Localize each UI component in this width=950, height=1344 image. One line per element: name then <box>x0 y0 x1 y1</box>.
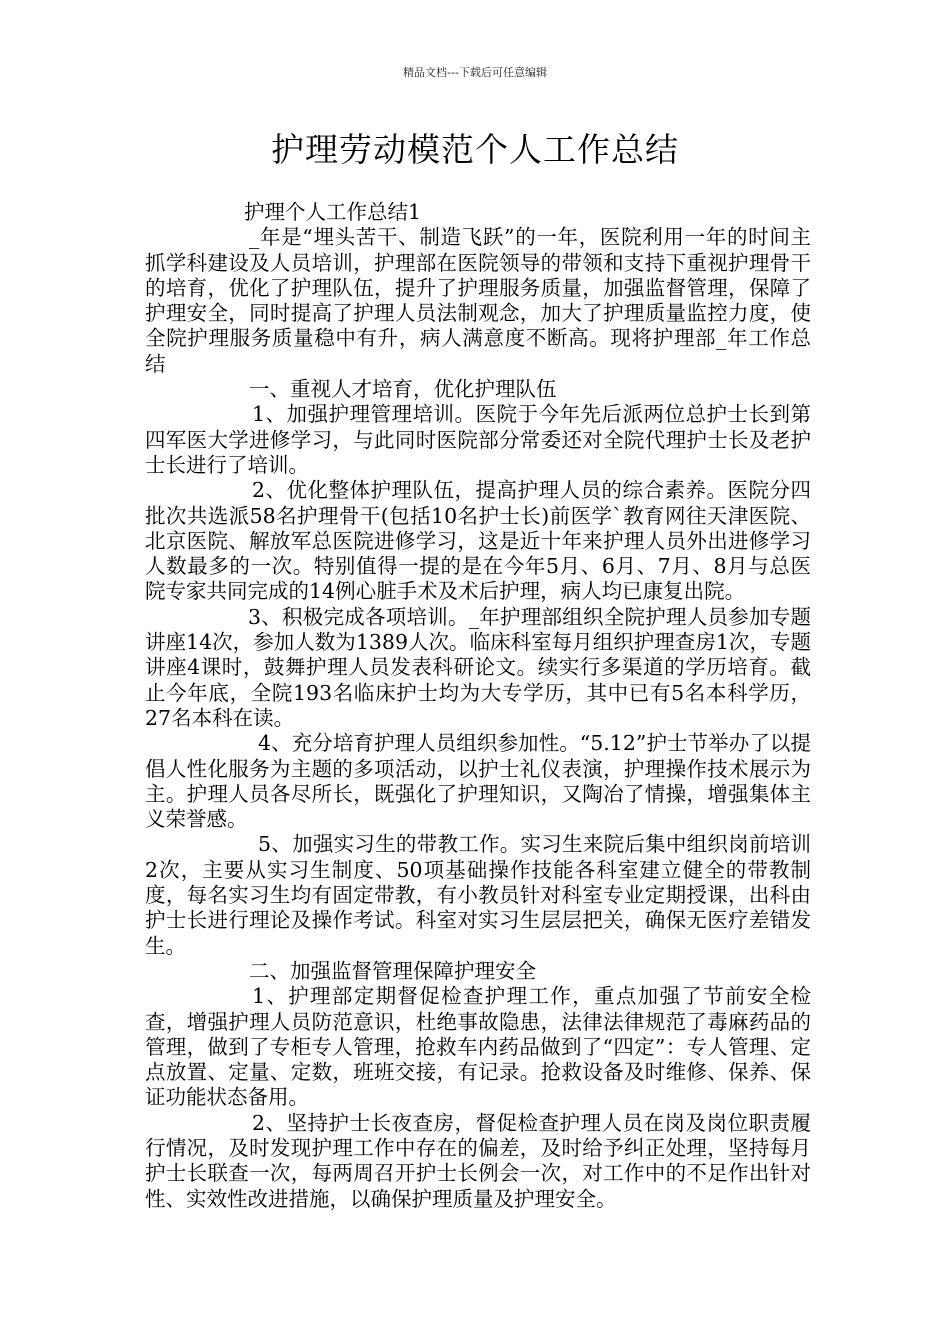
body-paragraph: 1、加强护理管理培训。医院于今年先后派两位总护士长到第四军医大学进修学习，与此同时医院部分常委还对全院代理护士长及老护士长进行了培训。 <box>145 402 811 477</box>
body-paragraph: 3、积极完成各项培训。_年护理部组织全院护理人员参加专题讲座14次，参加人数为1389人次。临床科室每月组织护理查房1次，专题讲座4课时，鼓舞护理人员发表科研论文。续实行多渠道的学历培育。截止今年底，全院193名临床护士均为大专学历，其中已有5名本科学历，27名本科在读。 <box>145 604 811 730</box>
section-subtitle: 护理个人工作总结1 <box>244 200 422 224</box>
body-paragraph: 2、优化整体护理队伍，提高护理人员的综合素养。医院分四批次共选派58名护理骨干(包括10名护士长)前医学`教育网往天津医院、北京医院、解放军总医院进修学习，这是近十年来护理人员外出进修学习人数最多的一次。特别值得一提的是在今年5月、6月、7月、8月与总医院专家共同完成的14例心脏手术及术后护理，病人均已康复出院。 <box>145 478 811 604</box>
section-heading-2: 二、加强监督管理保障护理安全 <box>249 958 536 983</box>
body-paragraph: 2、坚持护士长夜查房，督促检查护理人员在岗及岗位职责履行情况，及时发现护理工作中存在的偏差，及时给予纠正处理，坚持每月护士长联查一次，每两周召开护士长例会一次，对工作中的不足作出针对性、实效性改进措施，以确保护理质量及护理安全。 <box>145 1110 811 1211</box>
body-paragraph: 4、充分培育护理人员组织参加性。“5.12”护士节举办了以提倡人性化服务为主题的多项活动，以护士礼仪表演，护理操作技术展示为主。护理人员各尽所长，既强化了护理知识，又陶冶了情操，增强集体主义荣誉感。 <box>145 731 811 832</box>
section-heading-1: 一、重视人才培育，优化护理队伍 <box>249 377 557 402</box>
body-paragraph: 5、加强实习生的带教工作。实习生来院后集中组织岗前培训2次，主要从实习生制度、50项基础操作技能各科室建立健全的带教制度，每名实习生均有固定带教，有小教员针对科室专业定期授课，出科由护士长进行理论及操作考试。科室对实习生层层把关，确保无医疗差错发生。 <box>145 832 811 958</box>
intro-paragraph: _年是“埋头苦干、制造飞跃”的一年，医院利用一年的时间主抓学科建设及人员培训，护理部在医院领导的带领和支持下重视护理骨干的培育，优化了护理队伍，提升了护理服务质量，加强监督管理，保障了护理安全，同时提高了护理人员法制观念，加大了护理质量监控力度，使全院护理服务质量稳中有升，病人满意度不断高。现将护理部_年工作总结 <box>145 225 811 376</box>
body-paragraph: 1、护理部定期督促检查护理工作，重点加强了节前安全检查，增强护理人员防范意识，杜绝事故隐患，法律法律规范了毒麻药品的管理，做到了专柜专人管理，抢救车内药品做到了“四定”：专人管理、定点放置、定量、定数，班班交接，有记录。抢救设备及时维修、保养、保证功能状态备用。 <box>145 984 811 1110</box>
document-title: 护理劳动模范个人工作总结 <box>271 130 679 169</box>
document-body <box>145 200 811 1212</box>
page-header-note: 精品文档---下载后可任意编辑 <box>403 66 547 79</box>
